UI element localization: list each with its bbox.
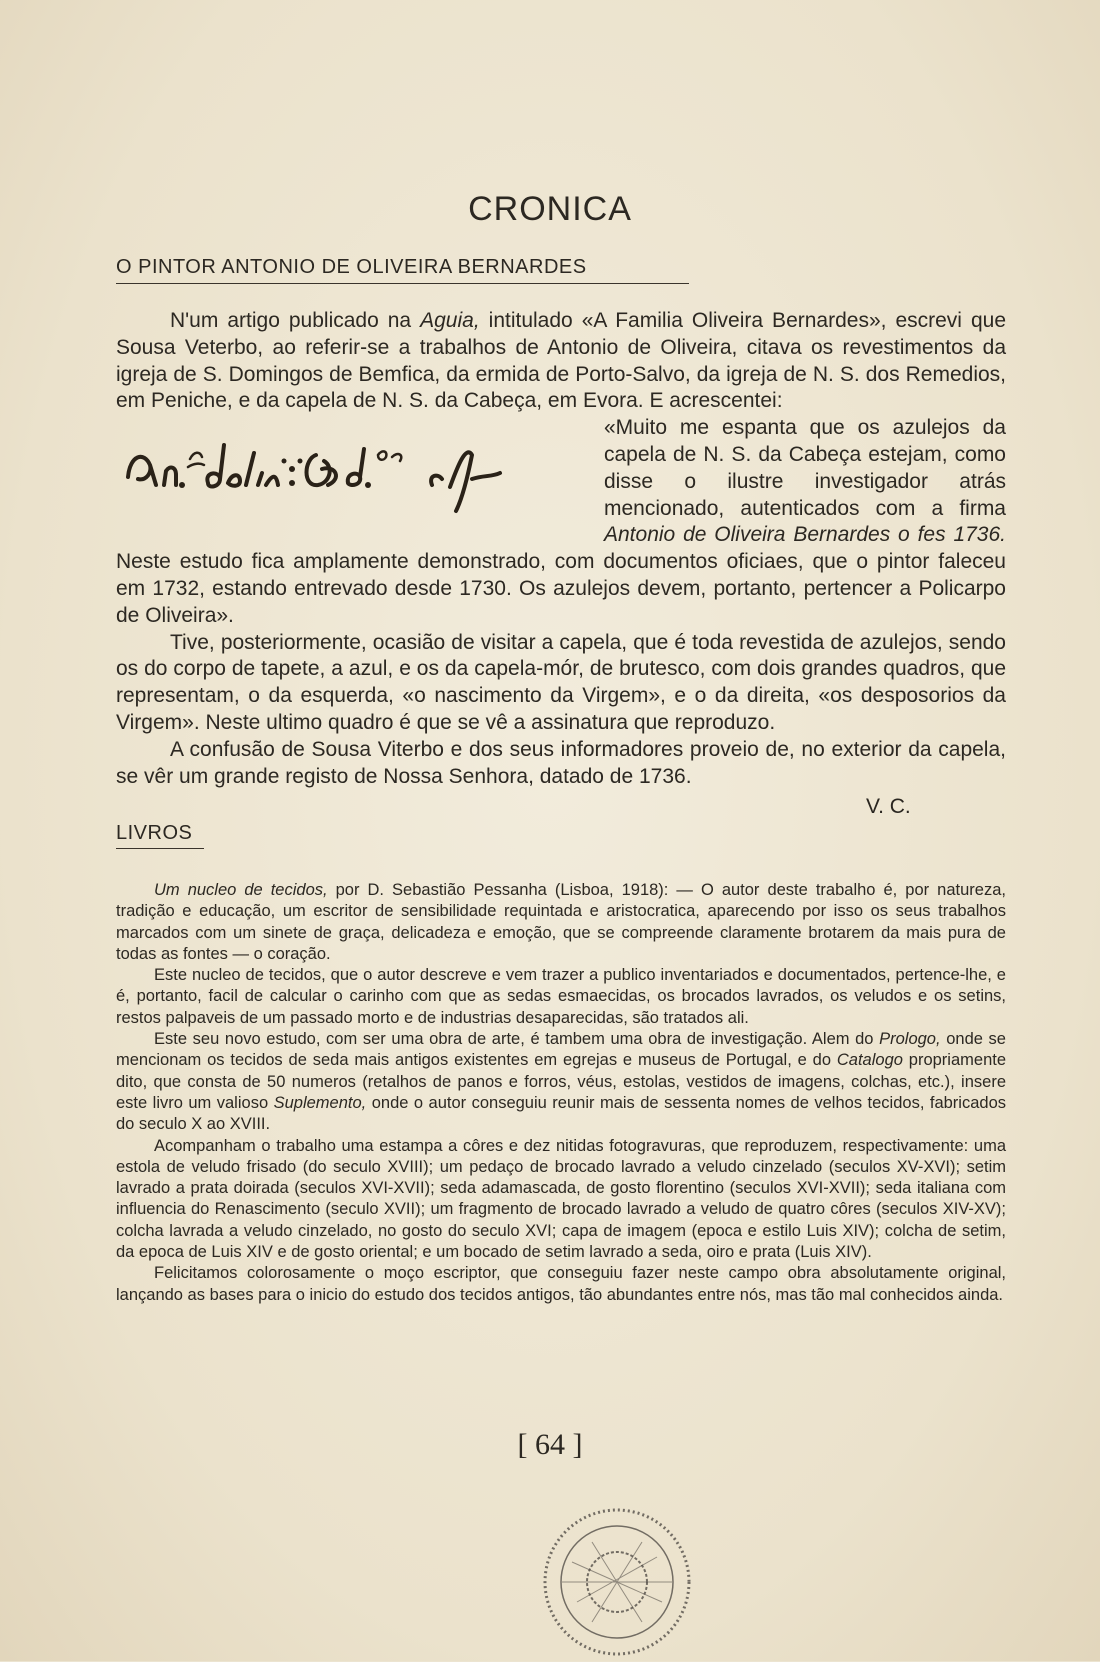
page-number: [ 64 ] (517, 1428, 583, 1461)
italic-term: Prologo, (879, 1030, 941, 1049)
article-body (116, 308, 1006, 790)
book-review (116, 880, 1006, 1306)
books-heading-underline (116, 848, 204, 849)
text-run: onde o autor conseguiu reunir mais de sessenta nomes de velhos tecidos, fabricados do seculo X ao XVIII. (116, 1093, 1006, 1134)
author-initials: V. C. (866, 795, 911, 818)
journal-name: Aguia, (420, 309, 480, 332)
article-heading-underline (116, 283, 689, 284)
library-stamp-icon (532, 1492, 702, 1662)
article-paragraph-3: A confusão de Sousa Viterbo e dos seus informadores proveio de, no exterior da capela, se vêr um grande registo de Nossa Senhora, datado de 1736. (116, 737, 1006, 788)
books-heading: LIVROS (116, 822, 193, 844)
text-run: propriamente dito, que consta de 50 numeros (retalhos de panos e forros, véus, estolas, vestidos de imagens, colchas, etc.), insere este livro um valioso (116, 1051, 1007, 1112)
italic-term: Catalogo (836, 1051, 903, 1070)
text-run: Neste estudo fica amplamente demonstrado, com documentos oficiaes, que o pintor faleceu em 1732, estando entrevado desde 1730. Os azulejos devem, portanto, pertencer a Policarpo de Oliveira». (116, 550, 1006, 627)
text-run: por D. Sebastião Pessanha (Lisboa, 1918): — O autor deste trabalho é, por natureza, tradição e educação, um escritor de sensibilidade requintada e aristocratica, aparecendo por isso os seus trabalhos marcados com um sinete de graça, delicadeza e emoção, que se compreende claramente brotarem da mais pura de todas as fontes — o coração. (116, 881, 1006, 963)
review-paragraph-5: Felicitamos colorosamente o moço escriptor, que conseguiu fazer neste campo obra absolutamente original, lançando as bases para o inicio do estudo dos tecidos antigos, tão abundantes entre nós, mas tão mal conhecidos ainda. (116, 1264, 1006, 1304)
review-paragraph-3 (116, 1029, 1006, 1135)
signature-image (116, 415, 596, 533)
page-title: CRONICA (468, 190, 632, 228)
text-run: onde se mencionam os tecidos de seda mais antigos existentes em egrejas e museus de Portugal, e do (116, 1030, 1006, 1070)
signature-quote: Antonio de Oliveira Bernardes o fes 1736. (604, 523, 1006, 547)
review-paragraph-1 (116, 880, 1006, 965)
article-paragraph-1 (116, 308, 1006, 630)
text-run: Este seu novo estudo, com ser uma obra de arte, é tambem uma obra de investigação. Alem do (154, 1030, 880, 1049)
review-paragraph-2: Este nucleo de tecidos, que o autor descreve e vem trazer a publico inventariados e documentados, pertence-lhe, e é, portanto, facil de calcular o carinho com que as sedas esmaecidas, os brocados lavrados, os veludos e os setins, restos palpaveis de um passado morto e de industrias desaparecidas, são tratados ali. (116, 966, 1006, 1027)
text-run: intitulado «A Familia Oliveira Bernardes», escrevi que Sousa Veterbo, ao referir-se a trabalhos de Antonio de Oliveira, citava os revestimentos da igreja de S. Domingos de Bemfica, da ermida de Porto-Salvo, da igreja de N. S. dos Remedios, em Peniche, e da capela de N. S. da Cabeça, em Evora. E acrescentei: «Muito me espanta que os azulejos da capela de N. S. da Cabeça estejam, como disse o ilustre investigador atrás mencionado, autenticados com a firma (116, 309, 1006, 520)
article-paragraph-2: Tive, posteriormente, ocasião de visitar a capela, que é toda revestida de azulejos, sendo os do corpo de tapete, a azul, e os da capela-mór, de brutesco, com dois grandes quadros, que representam, o da esquerda, «o nascimento da Virgem», e o da direita, «os desposorios da Virgem». Neste ultimo quadro é que se vê a assinatura que reproduzo. (116, 630, 1006, 734)
article-heading: O PINTOR ANTONIO DE OLIVEIRA BERNARDES (116, 256, 587, 278)
review-paragraph-4: Acompanham o trabalho uma estampa a côres e dez nitidas fotogravuras, que reproduzem, respectivamente: uma estola de veludo frisado (do seculo XVIII); um pedaço de brocado lavrado a veludo cinzelado (seculos XV-XVI); setim lavrado a prata doirada (seculos XVI-XVII); seda adamascada, de gosto florentino (seculos XVI-XVII); seda italiana com influencia do Renascimento (seculo XVII); um fragmento de brocado lavrado a veludo de quatro côres (seculos XIV-XV); colcha lavrada a veludo cinzelado, no gosto do seculo XVI; capa de imagem (epoca e estilo Luis XIV); colcha de setim, da epoca de Luis XIV e de gosto oriental; e um bocado de setim lavrado a seda, oiro e prata (Luis XIV). (116, 1136, 1006, 1262)
italic-term: Suplemento, (273, 1093, 367, 1112)
book-title: Um nucleo de tecidos, (154, 881, 328, 899)
text-run: N'um artigo publicado na (170, 309, 421, 332)
